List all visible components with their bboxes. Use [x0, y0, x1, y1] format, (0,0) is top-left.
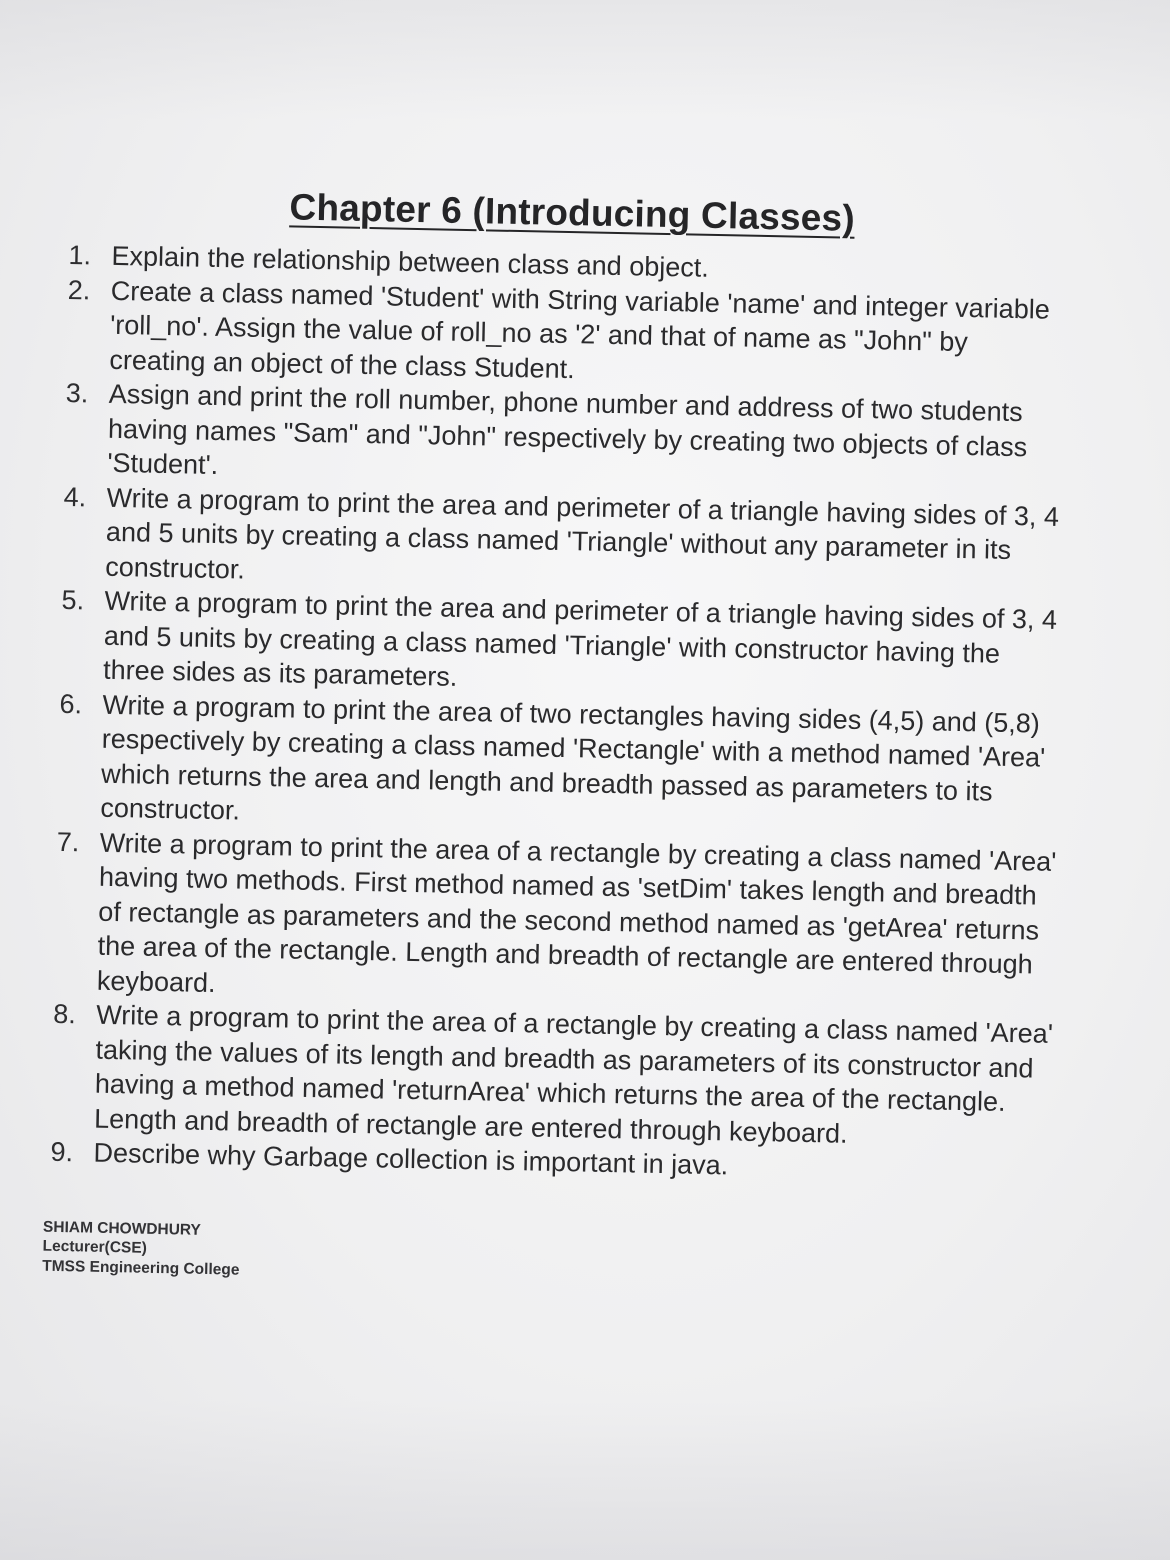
question-text: Create a class named 'Student' with String variable 'name' and integer variable 'roll_no'. Assign the value of roll_no as '2' and that of name as "John" by creating an object of the class Student. [109, 275, 1051, 384]
question-text: Write a program to print the area of two rectangles having sides (4,5) and (5,8) respectively by creating a class named 'Rectangle' with a method named 'Area' which returns the area and length and breadth passed as parameters to its constructor. [100, 689, 1046, 826]
author-institution: TMSS Engineering College [42, 1257, 240, 1279]
question-text: Explain the relationship between class and object. [111, 240, 710, 283]
question-number: 4. [63, 481, 87, 512]
question-number: 5. [61, 584, 85, 616]
chapter-title: Chapter 6 (Introducing Classes) [289, 186, 856, 239]
question-item-5 [60, 583, 1062, 707]
question-number: 7. [56, 826, 80, 857]
question-text: Write a program to print the area of a rectangle by creating a class named 'Area' having two methods. First method named as 'setDim' takes length and breadth of rectangle as parameters and the second method named as 'getArea' returns the area of the rectangle. Length and breadth of rectangle are entered through keyboard. [96, 827, 1057, 998]
question-item-8 [51, 997, 1054, 1155]
question-item-3 [64, 376, 1066, 500]
author-designation: Lecturer(CSE) [42, 1237, 148, 1257]
question-text: Write a program to print the area of a rectangle by creating a class named 'Area' taking the values of its length and breadth as parameters of its constructor and having a method named 'returnArea' which returns the area of the rectangle. Length and breadth of rectangle are entered through keyboard. [93, 999, 1054, 1149]
question-item-4 [62, 479, 1064, 603]
question-text: Describe why Garbage collection is important in java. [93, 1137, 729, 1181]
paper-shadow-bottom [0, 1400, 1170, 1560]
question-text: Assign and print the roll number, phone number and address of two students having names "Sam" and "John" respectively by creating two objects of class 'Student'. [107, 378, 1028, 481]
paper-shadow-top [0, 0, 1170, 120]
question-number: 2. [67, 274, 91, 305]
question-number: 1. [68, 239, 92, 271]
question-item-2 [66, 272, 1068, 396]
question-list [50, 238, 1068, 1189]
question-text: Write a program to print the area and perimeter of a triangle having sides of 3, 4 and 5 units by creating a class named 'Triangle' without any parameter in its constructor. [104, 482, 1060, 585]
author-name: SHIAM CHOWDHURY [42, 1218, 202, 1239]
author-signature-block [42, 1217, 1049, 1296]
question-item-6 [57, 686, 1060, 844]
question-item-7 [54, 824, 1057, 1017]
question-number: 3. [65, 377, 89, 409]
question-number: 8. [53, 998, 77, 1030]
question-number: 6. [59, 688, 83, 719]
question-number: 9. [50, 1136, 74, 1168]
document-content [42, 182, 1070, 1296]
question-text: Write a program to print the area and perimeter of a triangle having sides of 3, 4 and 5 units by creating a class named 'Triangle' with constructor having the three sides as its parameters. [102, 585, 1058, 692]
